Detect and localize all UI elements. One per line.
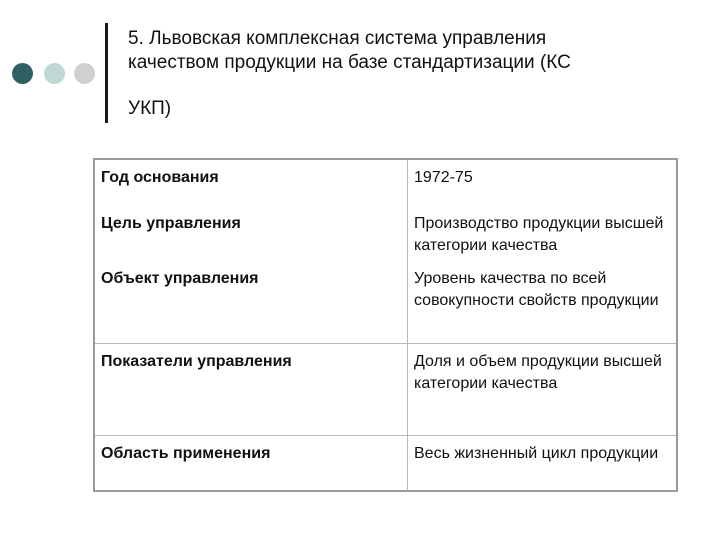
title-line-3: УКП) [128,98,172,119]
title-line-1: 5. Львовская комплексная система управления [128,28,547,49]
dot-light [44,63,65,84]
dot-grey [74,63,95,84]
row-key: Показатели управления [95,343,408,435]
row-key: Цель управления [95,206,408,261]
row-key: Объект управления [95,261,408,343]
row-value: Уровень качества по всей совокупности свойств продукции [408,261,677,343]
table-row [95,160,676,206]
table-row [95,435,676,491]
title-divider [105,23,108,123]
table-row [95,261,676,343]
row-key: Область применения [95,435,408,491]
row-value: 1972-75 [414,169,473,186]
slide-title [128,27,648,121]
table-row [95,343,676,435]
row-value: Производство продукции высшей категории качества [414,215,664,254]
decorative-dots [10,63,94,87]
title-line-2: качеством продукции на базе стандартизации (КС [128,52,571,73]
row-value: Доля и объем продукции высшей категории качества [408,343,677,435]
info-table [93,158,678,492]
row-value: Весь жизненный цикл продукции [414,444,659,462]
dot-dark [12,63,33,84]
row-key: Год основания [95,160,408,206]
table-row [95,206,676,261]
